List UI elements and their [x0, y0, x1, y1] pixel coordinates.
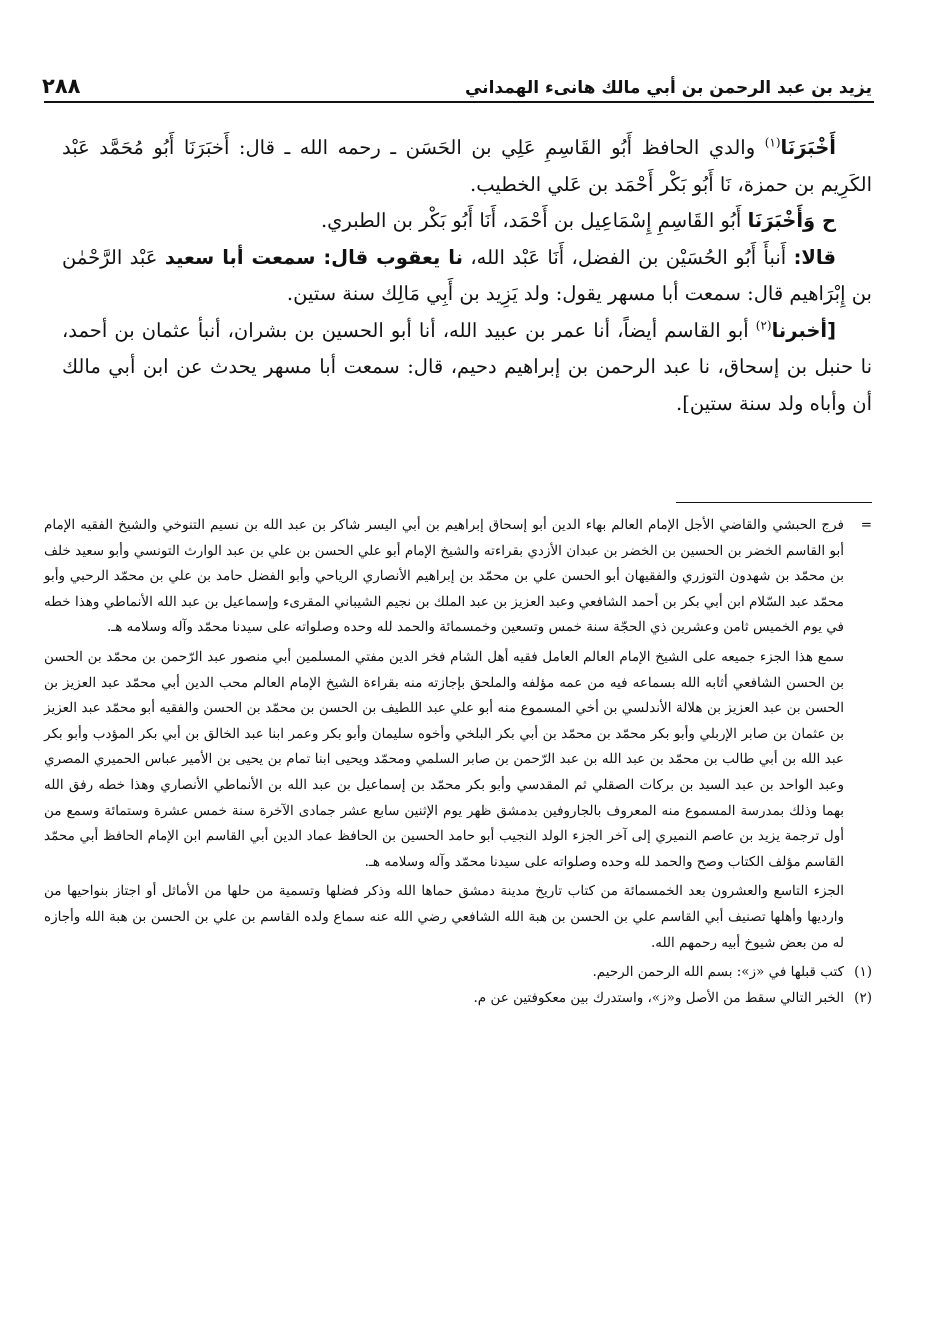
page-number: ٢٨٨	[42, 74, 81, 98]
footnote-text: الخبر التالي سقط من الأصل و«ز»، واستدرك بين معكوفتين عن م.	[473, 989, 844, 1006]
paragraph-text: أَبُو القَاسِمِ إِسْمَاعِيل بن أَحْمَد، أَنَا أَبُو بَكْر بن الطبري.	[320, 209, 748, 232]
footnote-separator	[676, 502, 872, 503]
main-text	[62, 130, 872, 422]
lead-word: ح وَأَخْبَرَنَا	[747, 209, 836, 232]
continuation-paragraph: الجزء التاسع والعشرون بعد الخمسمائة من كتاب تاريخ مدينة دمشق حماها الله وذكر فضلها وتسمية من حلها من الأماثل أو اجتاز بنواحيها من وارديها وأهلها تصنيف أبي القاسم علي بن الحسن بن هبة الله الشافعي رضي الله عنه سماع ولده القاسم بن علي بن الحسن بن هبة الله وأجازه له من بعض شيوخ أبيه رحمهم الله.	[44, 883, 844, 951]
footnote-1	[44, 960, 872, 986]
paragraph-2	[62, 203, 872, 240]
page-header	[42, 58, 872, 98]
continuation-paragraph: سمع هذا الجزء جميعه على الشيخ الإمام العالم العامل فقيه أهل الشام فخر الدين مفتي المسلمين أبي منصور عبد الرّحمن بن محمّد بن الحسن بن الحسن الشافعي أثابه الله بسماعه فيه من عمه مؤلفه والملحق بإجازته منه بقراءة الشيخ الإمام العالم محب الدين أبي محمّد عبد العزيز بن الحسن بن عبد العزيز بن هلالة الأندلسي بن أخي المسموع منه أبو علي عبد اللطيف بن الحسن بن محمّد بن الحسن والفقيه أبو محمّد عبد العزيز بن عثمان بن صابر الإربلي وأبو بكر محمّد بن محمّد بن أبي بكر البلخي وأخوه سليمان وأبو بكر وعمر ابنا عبد الخالق بن أبي بكر المؤدب وأبو بكر عبد الله بن أبي طالب بن محمّد بن عبد الله بن عبد الرّحمن بن صابر السلمي ومحمّد ويحيى ابنا تمام بن يحيى بن الأمير عباس الحميري المصري وعبد الواحد بن عبد السيد بن بركات الصقلي ثم المقدسي وأبو بكر محمّد بن إسماعيل بن عبد الله بن الأنماطي الأنصاري وهذا خطه رفق الله بهما وذلك بمدرسة المسموع منه المعروف بالجاروفين بدمشق ظهر يوم الإثنين سابع عشر جمادى الآخرة سنة خمس عشرة وستمائة وسمع من أول ترجمة يزيد بن عاصم النميري إلى آخر الجزء الولد النجيب أبو حامد الحسين بن الحافظ عماد الدين أبي القاسم ابن الإمام الحافظ أبي محمّد القاسم مؤلف الكتاب وصح والحمد لله وحده وصلواته على سيدنا محمّد وآله وسلامه هـ.	[44, 648, 844, 870]
lead-word: قالا:	[793, 245, 836, 269]
footnote-text: كتب قبلها في «ز»: بسم الله الرحمن الرحيم.	[592, 964, 844, 981]
header-rule	[44, 101, 874, 103]
paragraph-4	[62, 313, 872, 423]
lead-word: [أخبرنا	[771, 318, 836, 342]
footnote-number: (١)	[854, 964, 872, 981]
paragraph-text: أَنبأَ أَبُو الحُسَيْن بن الفضل، أَنَا عَبْد الله،	[462, 245, 794, 269]
paragraph-text: والدي الحافظ أَبُو القَاسِمِ عَلِي بن الحَسَن ـ رحمه الله ـ قال: أَخبَرَنَا أَبُو مُحَمَّد عَبْد الكَرِيم بن حمزة، نَا أَبُو بَكْر أَحْمَد بن عَلي الخطيب.	[62, 136, 872, 196]
paragraph-3	[62, 240, 872, 313]
continuation-paragraph: فرج الحبشي والقاضي الأجل الإمام العالم بهاء الدين أبو إسحاق إبراهيم بن أبي اليسر شاكر بن عبد الله بن نسيم التنوخي والشيخ الفقيه الإمام أبو القاسم الخضر بن الحسين بن الخضر بن عبدان الأزدي بقراءته والشيخ الإمام أبو علي الحسن بن علي بن عبد الوارث التونسي وأبو سعيد خلف بن محمّد بن شهدون التوزري والفقيهان أبو الحسن علي بن محمّد بن إبراهيم الأنصاري الرياحي وأبو الفضل حامد بن علي بن محمّد الرحبي وأبو محمّد عبد السّلام ابن أبي بكر بن أحمد الشافعي وعبد العزيز بن عبد الملك بن نجيم الشيباني المقرىء وإسماعيل بن عبد الله الأنماطي وهذا خطه في يوم الخميس ثامن وعشرين ذي الحجّة سنة خمس وتسعين وخمسمائة والحمد لله وحده وصلواته على سيدنا محمّد وآله وسلامه هـ.	[44, 517, 844, 636]
bold-phrase: نا يعقوب قال: سمعت أبا سعيد	[164, 245, 463, 269]
running-title: يزيد بن عبد الرحمن بن أبي مالك هانىء الهمداني	[464, 78, 872, 98]
continuation-mark: =	[860, 517, 872, 533]
paragraph-text: عَبْد الرَّحْمٰن بن إِبْرَاهيم قال: سمعت أبا مسهر يقول: ولد يَزِيد بن أَبِي مَالِك سنة ستين.	[62, 245, 872, 305]
footnote-ref-1: (١)	[764, 135, 781, 150]
footnote-continuation	[44, 513, 872, 956]
footnote-2	[44, 986, 872, 1012]
footnotes	[44, 513, 872, 1011]
paragraph-1	[62, 130, 872, 203]
lead-word: أَخْبَرَنَا	[780, 136, 836, 159]
paragraph-text: أبو القاسم أيضاً، أنا عمر بن عبيد الله، أنا أبو الحسين بن بشران، أنبأ عثمان بن أحمد، نا حنبل بن إسحاق، نا عبد الرحمن بن إبراهيم دحيم، قال: سمعت أبا مسهر يحدث عن ابن أبي مالك أن وأباه ولد سنة ستين].	[62, 318, 872, 415]
footnote-number: (٢)	[854, 989, 872, 1006]
footnote-ref-2: (٢)	[755, 318, 772, 332]
